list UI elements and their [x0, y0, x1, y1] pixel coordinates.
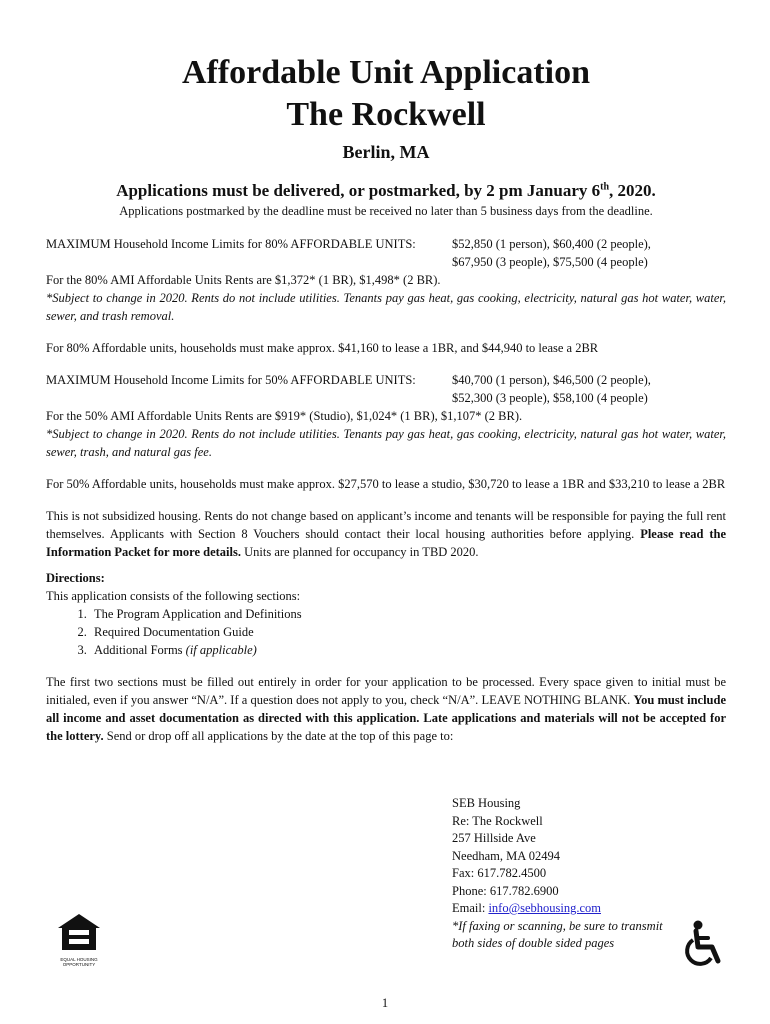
list-item-text: The Program Application and Definitions — [94, 607, 302, 621]
ami80-note: *Subject to change in 2020. Rents do not include utilities. Tenants pay gas heat, gas cooking, electricity, natural gas hot water, water, sewer, and trash removal. — [46, 291, 726, 323]
deadline-heading — [46, 181, 726, 201]
deadline-year: , 2020. — [609, 181, 656, 200]
document-header — [46, 52, 726, 219]
list-item — [90, 623, 726, 641]
email-label: Email: — [452, 901, 489, 915]
address-line-2: Re: The Rockwell — [452, 813, 543, 828]
wheelchair-accessibility-icon — [682, 920, 726, 968]
deadline-text: Applications must be delivered, or postmarked, by 2 pm January 6 — [116, 181, 601, 200]
fax-note-line-2: both sides of double sided pages — [452, 936, 615, 950]
address-line-3: 257 Hillside Ave — [452, 831, 536, 845]
instructions-bold-text: You must include all income and asset documentation as directed with this application. Late applications and materials will not be accepted for the lottery. — [46, 693, 726, 743]
info-bold-text: Please read the Information Packet for more details. — [46, 527, 726, 559]
sections-list — [46, 605, 726, 659]
info-paragraph — [46, 507, 726, 561]
info-occupancy-text: Units are planned for occupancy in TBD 2020. — [241, 545, 479, 559]
list-item-text: Additional Forms — [94, 643, 186, 657]
instructions-text: The first two sections must be filled out entirely in order for your application to be processed. Every space given to initial must be initialed, even if you answer “N/A”. If a question does not apply to you, check “N/A”. LEAVE NOTHING BLANK. — [46, 675, 726, 707]
equal-housing-opportunity-icon — [56, 912, 102, 952]
list-item — [90, 641, 726, 659]
deadline-superscript: th — [600, 181, 610, 193]
deadline-note: Applications postmarked by the deadline must be received no later than 5 business days from the deadline. — [119, 204, 653, 218]
ami80-section — [46, 235, 726, 357]
location: Berlin, MA — [342, 142, 430, 162]
fax-note-line-1: *If faxing or scanning, be sure to transmit — [452, 918, 663, 933]
ami80-limits-line1: $52,850 (1 person), $60,400 (2 people), — [452, 237, 651, 251]
ami50-limits-line1: $40,700 (1 person), $46,500 (2 people), — [452, 373, 651, 387]
ami50-limits-label: MAXIMUM Household Income Limits for 50% AFFORDABLE UNITS: — [46, 373, 416, 387]
ami50-limits-line2: $52,300 (3 people), $58,100 (4 people) — [452, 391, 648, 405]
ami80-limits-line2: $67,950 (3 people), $75,500 (4 people) — [452, 255, 648, 269]
instructions-paragraph — [46, 673, 726, 745]
eho-caption-line-2: OPPORTUNITY — [62, 962, 96, 967]
list-item-note: (if applicable) — [185, 643, 257, 657]
fax-number: Fax: 617.782.4500 — [452, 866, 547, 880]
address-line-4: Needham, MA 02494 — [452, 848, 560, 863]
email-line — [452, 900, 663, 918]
page-number: 1 — [381, 996, 389, 1010]
email-link[interactable]: info@sebhousing.com — [488, 901, 601, 915]
ami80-income-requirement: For 80% Affordable units, households must make approx. $41,160 to lease a 1BR, and $44,940 to lease a 2BR — [46, 341, 599, 355]
phone-number: Phone: 617.782.6900 — [452, 883, 559, 898]
ami80-rents: For the 80% AMI Affordable Units Rents are $1,372* (1 BR), $1,498* (2 BR). — [46, 273, 441, 287]
title-line-2: The Rockwell — [286, 96, 486, 133]
ami80-limits-label: MAXIMUM Household Income Limits for 80% AFFORDABLE UNITS: — [46, 237, 416, 251]
directions-heading: Directions: — [46, 571, 105, 585]
application-page — [46, 52, 726, 745]
ami50-rents: For the 50% AMI Affordable Units Rents are $919* (Studio), $1,024* (1 BR), $1,107* (2 BR). — [46, 409, 523, 423]
instructions-send-text: Send or drop off all applications by the date at the top of this page to: — [103, 729, 454, 743]
address-line-1: SEB Housing — [452, 796, 521, 810]
ami50-section — [46, 371, 726, 493]
eho-caption — [56, 957, 102, 967]
eho-caption-line-1: EQUAL HOUSING — [60, 957, 98, 962]
equal-housing-logo — [56, 912, 102, 967]
title-line-1: Affordable Unit Application — [181, 54, 591, 91]
directions-section — [46, 569, 726, 659]
list-item — [90, 605, 726, 623]
directions-intro: This application consists of the following sections: — [46, 589, 301, 603]
list-item-text: Required Documentation Guide — [94, 625, 254, 639]
info-text: This is not subsidized housing. Rents do not change based on applicant’s income and tenants will be responsible for paying the full rent themselves. Applicants with Section 8 Vouchers should contact their local housing authorities before applying. — [46, 509, 726, 541]
ami50-note: *Subject to change in 2020. Rents do not include utilities. Tenants pay gas heat, gas cooking, electricity, natural gas hot water, water, sewer, trash, and natural gas fee. — [46, 427, 726, 459]
mailing-address — [452, 795, 663, 953]
ami50-income-requirement: For 50% Affordable units, households must make approx. $27,570 to lease a studio, $30,720 to lease a 1BR and $33,210 to lease a 2BR — [46, 477, 726, 491]
